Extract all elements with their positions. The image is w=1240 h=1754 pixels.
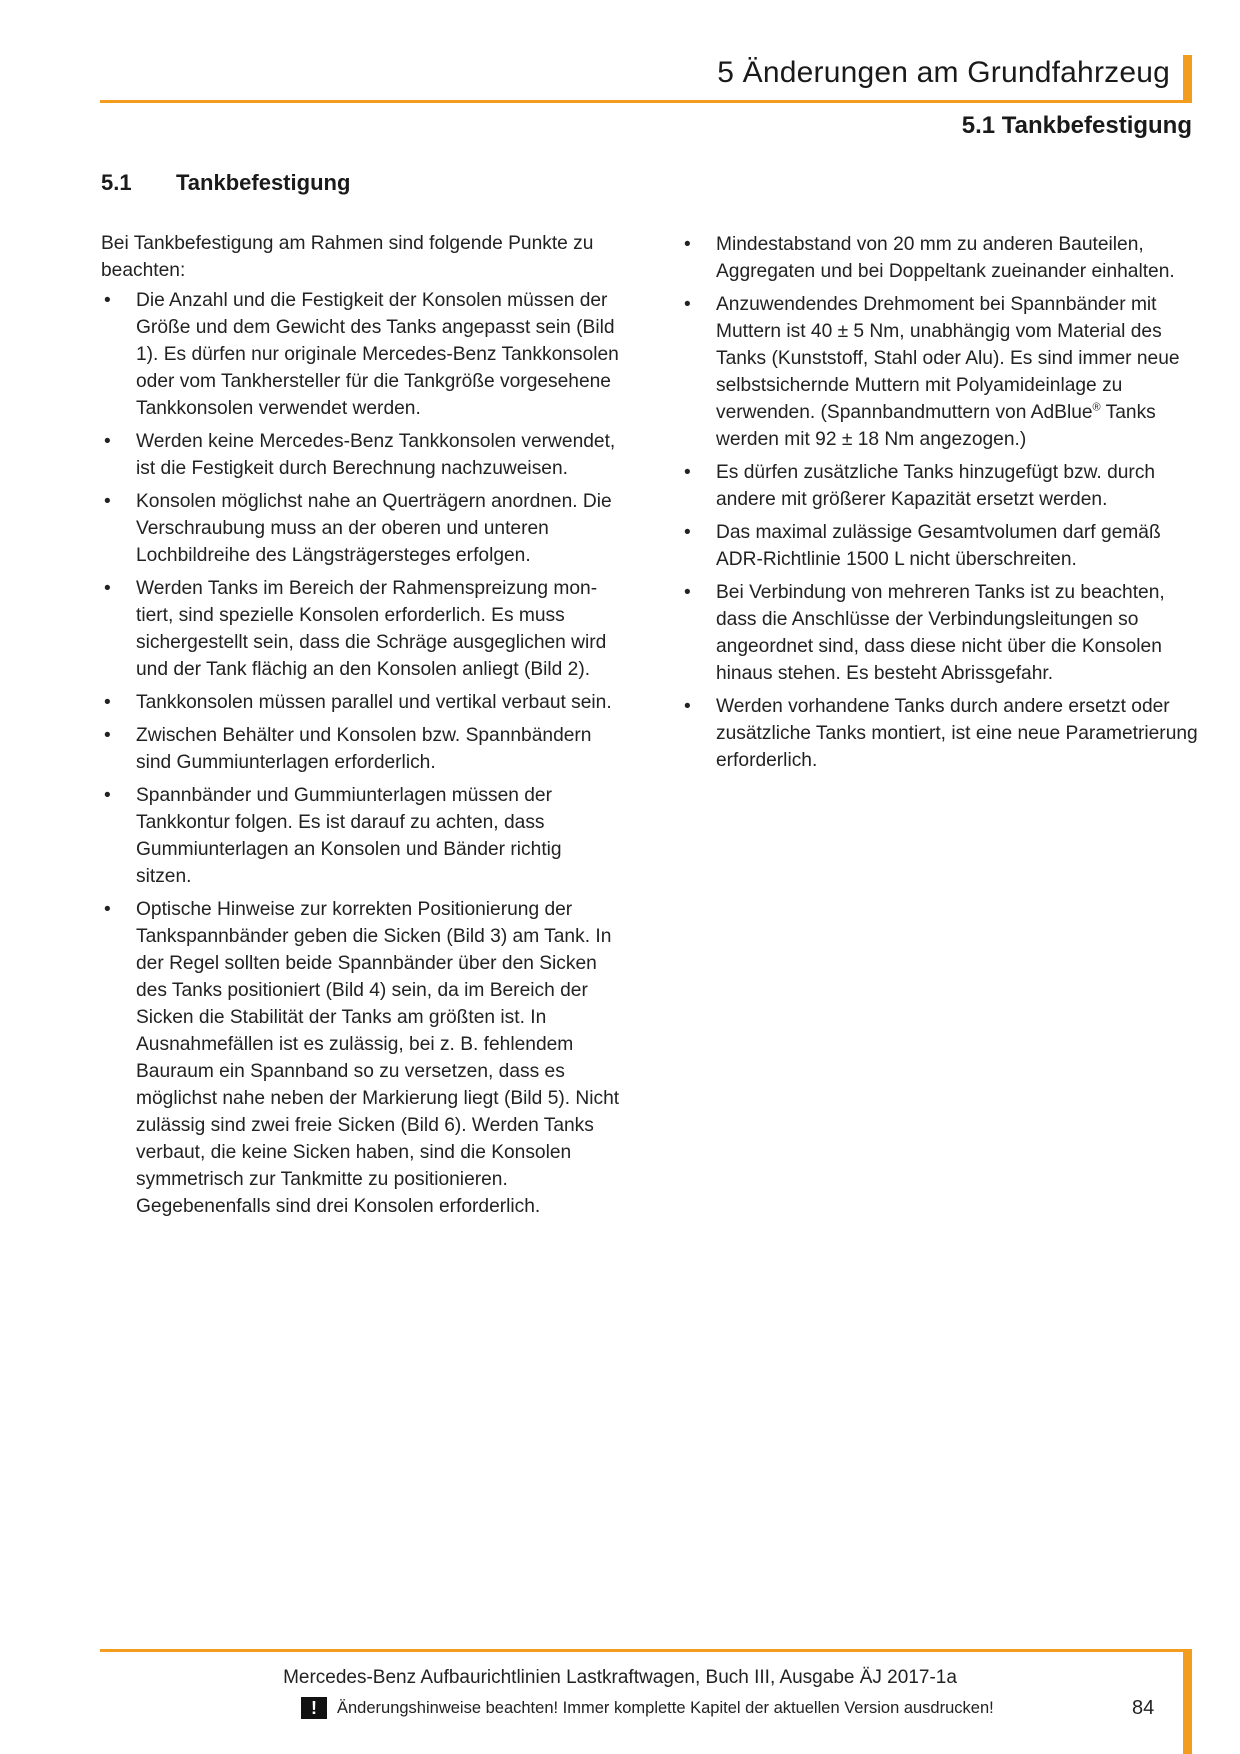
subchapter-title: 5.1 Tankbefestigung: [961, 112, 1192, 139]
list-item: [101, 689, 621, 716]
list-item-text: Werden Tanks im Bereich der Rahmenspreizung montiert, sind spezielle Konsolen erforderlich. Es muss sichergestellt sein, dass die Schräge ausgeglichen wird und der Tank flächig an den Konsolen anliegt (Bild 2).: [136, 578, 607, 680]
bullet-icon: •: [104, 290, 111, 311]
list-item-torque: [681, 291, 1201, 453]
header-accent-bar: [1183, 55, 1192, 103]
list-item: [101, 782, 621, 890]
list-item-text: Tankkonsolen müssen parallel und vertikal verbaut sein.: [136, 692, 612, 713]
list-item: [681, 693, 1201, 774]
intro-paragraph: Bei Tankbefestigung am Rahmen sind folgende Punkte zu beachten:: [101, 233, 594, 281]
list-item-text: Spannbänder und Gummiunterlagen müssen der Tankkontur folgen. Es ist darauf zu achten, dass Gummiunterlagen an Konsolen und Bänder richtig sitzen.: [136, 785, 562, 887]
list-item: [101, 428, 621, 482]
list-item: [101, 575, 621, 683]
list-item: [101, 488, 621, 569]
bullet-icon: •: [104, 431, 111, 452]
list-item-text: Werden keine Mercedes-Benz Tankkonsolen verwendet, ist die Festigkeit durch Berechnung nachzuweisen.: [136, 431, 616, 479]
list-item: [101, 896, 621, 1220]
bullet-icon: •: [684, 294, 691, 315]
bullet-icon: •: [104, 725, 111, 746]
list-item: [681, 579, 1201, 687]
bullet-icon: •: [104, 692, 111, 713]
list-item-text: Es dürfen zusätzliche Tanks hinzugefügt bzw. durch andere mit größerer Kapazität ersetzt werden.: [716, 462, 1156, 510]
list-item-text: Konsolen möglichst nahe an Querträgern anordnen. Die Verschraubung muss an der oberen und unteren Lochbildreihe des Längsträgersteges erfolgen.: [136, 491, 612, 566]
section-heading: [101, 170, 350, 196]
bullet-icon: •: [684, 234, 691, 255]
page-number: 84: [1132, 1697, 1155, 1719]
right-bullet-list: [681, 231, 1201, 774]
header-rule: [100, 100, 1192, 103]
section-number: 5.1: [101, 170, 132, 195]
left-bullet-list: [101, 287, 621, 1220]
list-item: [681, 459, 1201, 513]
bullet-icon: •: [104, 785, 111, 806]
bullet-icon: •: [104, 491, 111, 512]
list-item-text: Das maximal zulässige Gesamtvolumen darf gemäß ADR-Richtlinie 1500 L nicht überschreiten.: [716, 522, 1161, 570]
list-item: [681, 519, 1201, 573]
list-item-text: Optische Hinweise zur korrekten Positionierung der Tankspannbänder geben die Sicken (Bild 3) am Tank. In der Regel sollten beide Spannbänder über den Sicken des Tanks positioniert (Bild 4) sein, da im Bereich der Sicken die Stabilität der Tanks am größten ist. In Ausnahmefällen ist es zulässig, bei z. B. fehlendem Bauraum ein Spannband so zu versetzen, dass es möglichst nahe neben der Markierung liegt (Bild 5). Nicht zulässig sind zwei freie Sicken (Bild 6). Werden Tanks verbaut, die keine Sicken haben, sind die Konsolen symmetrisch zur Tankmitte zu positionieren. Gegebenenfalls sind drei Konsolen erforderlich.: [136, 899, 620, 1217]
footer-note: [301, 1697, 994, 1719]
list-item-text: Mindestabstand von 20 mm zu anderen Bauteilen, Aggregaten und bei Doppeltank zueinander einhalten.: [716, 234, 1175, 282]
list-item: [101, 287, 621, 422]
bullet-icon: •: [684, 462, 691, 483]
right-column: [681, 231, 1201, 780]
list-item: [101, 722, 621, 776]
footer-document-title: Mercedes-Benz Aufbaurichtlinien Lastkraftwagen, Buch III, Ausgabe ÄJ 2017-1a: [283, 1667, 957, 1688]
bullet-icon: •: [684, 522, 691, 543]
footer-accent-bar: [1183, 1649, 1192, 1754]
left-column: [101, 230, 621, 1226]
list-item: [681, 231, 1201, 285]
footer-rule: [100, 1649, 1192, 1652]
bullet-icon: •: [104, 899, 111, 920]
bullet-icon: •: [684, 582, 691, 603]
list-item-text: Die Anzahl und die Festigkeit der Konsolen müssen der Größe und dem Gewicht des Tanks angepasst sein (Bild 1). Es dürfen nur originale Mercedes-Benz Tankkonsolen oder vom Tankhersteller für die Tankgröße vorgesehene Tankkonsolen verwendet werden.: [136, 290, 619, 419]
bullet-icon: •: [104, 578, 111, 599]
warning-icon: !: [301, 1697, 327, 1719]
list-item-text: Werden vorhandene Tanks durch andere ersetzt oder zusätzliche Tanks montiert, ist eine neue Parametrierung erforderlich.: [716, 696, 1198, 771]
torque-text-before: Anzuwendendes Drehmoment bei Spannbänder mit Muttern ist 40 ± 5 Nm, unabhängig vom Material des Tanks (Kunststoff, Stahl oder Alu). Es sind immer neue selbstsichernde Muttern mit Polyamideinlage zu verwenden. (Spannbandmuttern von AdBlue: [716, 294, 1180, 423]
bullet-icon: •: [684, 696, 691, 717]
footer-note-text: Änderungshinweise beachten! Immer komplette Kapitel der aktuellen Version ausdrucken!: [337, 1698, 994, 1717]
torque-text-after: Tanks werden mit 92 ± 18 Nm angezogen.): [716, 402, 1156, 450]
registered-mark: ®: [1092, 401, 1101, 414]
section-title: Tankbefestigung: [176, 170, 351, 195]
list-item-text: Zwischen Behälter und Konsolen bzw. Spannbändern sind Gummiunterlagen erforderlich.: [136, 725, 592, 773]
list-item-text: Bei Verbindung von mehreren Tanks ist zu beachten, dass die Anschlüsse der Verbindungsleitungen so angeordnet sind, dass diese nicht über die Konsolen hinaus stehen. Es besteht Abrissgefahr.: [716, 582, 1165, 684]
chapter-title: 5 Änderungen am Grundfahrzeug: [717, 56, 1170, 89]
